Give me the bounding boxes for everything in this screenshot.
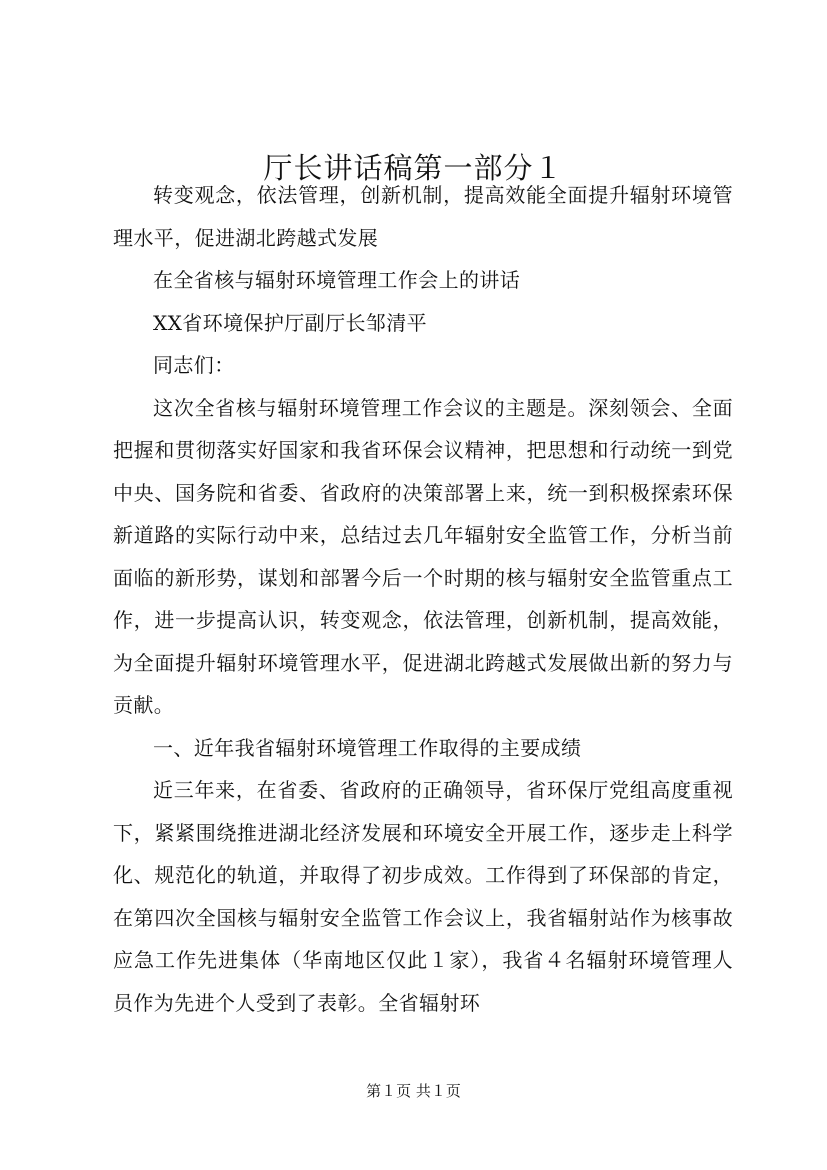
paragraph-7: 近三年来，在省委、省政府的正确领导，省环保厅党组高度重视下，紧紧围绕推进湖北经济发展和环境安全开展工作，逐步走上科学化、规范化的轨道，并取得了初步成效。工作得到了环保部的肯定，在第四次全国核与辐射安全监管工作会议上，我省辐射站作为核事故应急工作先进集体（华南地区仅此１家），我省４名辐射环境管理人员作为先进个人受到了表彰。全省辐射环 [113, 778, 733, 1015]
paragraph-2: 在全省核与辐射环境管理工作会上的讲话 [153, 268, 521, 292]
paragraph-3: XX省环境保护厅副厅长邹清平 [153, 310, 428, 335]
paragraph-4: 同志们： [153, 353, 235, 377]
paragraph-6: 一、近年我省辐射环境管理工作取得的主要成绩 [153, 735, 582, 760]
document-body [113, 174, 733, 1024]
document-title: 厅长讲话稿第一部分１ [263, 151, 564, 185]
paragraph-5: 这次全省核与辐射环境管理工作会议的主题是。深刻领会、全面把握和贯彻落实好国家和我省环保会议精神，把思想和行动统一到党中央、国务院和省委、省政府的决策部署上来，统一到积极探索环保新道路的实际行动中来，总结过去几年辐射安全监管工作，分析当前面临的新形势，谋划和部署今后一个时期的核与辐射安全监管重点工作，进一步提高认识，转变观念，依法管理，创新机制，提高效能，为全面提升辐射环境管理水平，促进湖北跨越式发展做出新的努力与贡献。 [113, 395, 733, 717]
page-footer: 第１页 共１页 [366, 1082, 461, 1100]
paragraph-1: 转变观念，依法管理，创新机制，提高效能全面提升辐射环境管理水平，促进湖北跨越式发展 [113, 183, 733, 250]
